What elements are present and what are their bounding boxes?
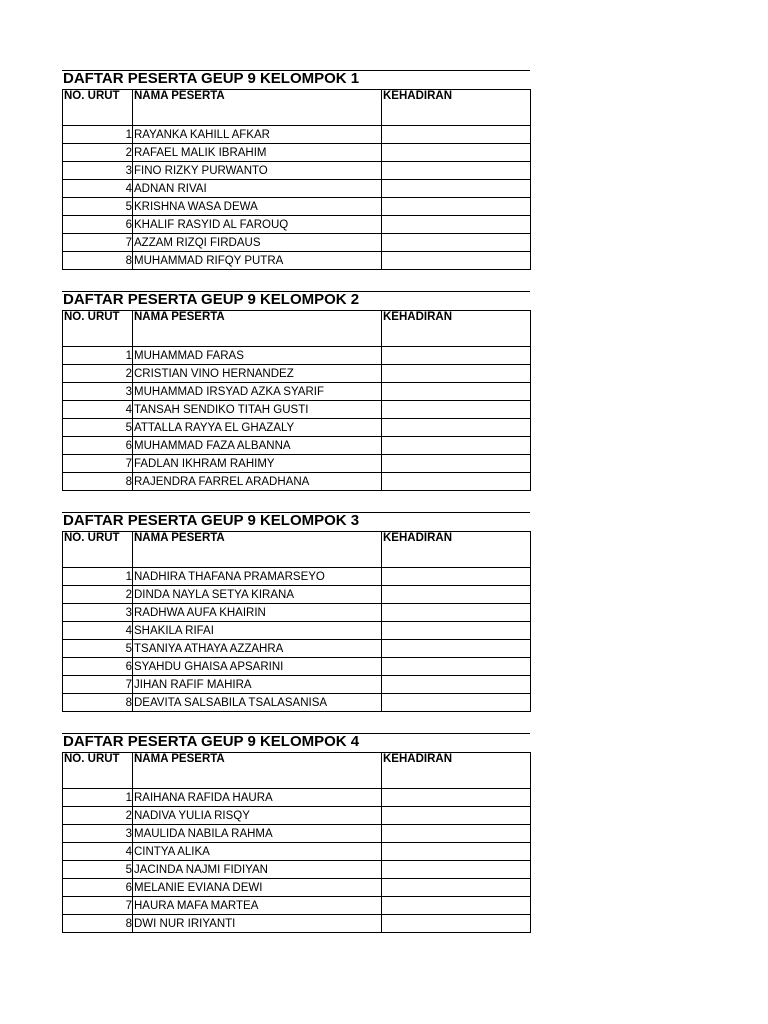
cell-name: RAYANKA KAHILL AFKAR [133, 126, 382, 144]
cell-name: MUHAMMAD RIFQY PUTRA [133, 252, 382, 270]
cell-name: MELANIE EVIANA DEWI [133, 879, 382, 897]
cell-attendance [382, 455, 531, 473]
cell-no: 7 [63, 676, 133, 694]
cell-attendance [382, 234, 531, 252]
header-name: NAMA PESERTA [133, 753, 382, 789]
table-row [63, 162, 531, 180]
cell-attendance [382, 401, 531, 419]
group-section-1 [62, 70, 530, 270]
cell-name: KHALIF RASYID AL FAROUQ [133, 216, 382, 234]
cell-no: 1 [63, 789, 133, 807]
cell-attendance [382, 915, 531, 933]
cell-no: 6 [63, 216, 133, 234]
table-row [63, 879, 531, 897]
cell-no: 2 [63, 586, 133, 604]
cell-name: MUHAMMAD FAZA ALBANNA [133, 437, 382, 455]
table-row [63, 401, 531, 419]
table-row [63, 897, 531, 915]
cell-attendance [382, 126, 531, 144]
cell-attendance [382, 144, 531, 162]
header-no: NO. URUT [63, 753, 133, 789]
header-no: NO. URUT [63, 311, 133, 347]
cell-no: 6 [63, 879, 133, 897]
cell-name: AZZAM RIZQI FIRDAUS [133, 234, 382, 252]
header-name: NAMA PESERTA [133, 532, 382, 568]
table-row [63, 843, 531, 861]
cell-name: SYAHDU GHAISA APSARINI [133, 658, 382, 676]
header-row [63, 90, 531, 126]
cell-name: RADHWA AUFA KHAIRIN [133, 604, 382, 622]
cell-no: 4 [63, 180, 133, 198]
table-row [63, 861, 531, 879]
cell-attendance [382, 879, 531, 897]
cell-name: NADIVA YULIA RISQY [133, 807, 382, 825]
cell-no: 3 [63, 383, 133, 401]
cell-attendance [382, 604, 531, 622]
cell-name: TSANIYA ATHAYA AZZAHRA [133, 640, 382, 658]
cell-no: 7 [63, 455, 133, 473]
cell-attendance [382, 347, 531, 365]
header-row [63, 311, 531, 347]
cell-no: 1 [63, 347, 133, 365]
cell-name: MUHAMMAD FARAS [133, 347, 382, 365]
header-no: NO. URUT [63, 90, 133, 126]
cell-attendance [382, 825, 531, 843]
cell-attendance [382, 419, 531, 437]
group-title: DAFTAR PESERTA GEUP 9 KELOMPOK 3 [62, 512, 530, 531]
cell-attendance [382, 383, 531, 401]
cell-name: RAJENDRA FARREL ARADHANA [133, 473, 382, 491]
cell-attendance [382, 162, 531, 180]
table-row [63, 640, 531, 658]
cell-no: 8 [63, 473, 133, 491]
table-row [63, 789, 531, 807]
table-row [63, 180, 531, 198]
cell-name: RAFAEL MALIK IBRAHIM [133, 144, 382, 162]
cell-attendance [382, 586, 531, 604]
header-attendance: KEHADIRAN [382, 311, 531, 347]
table-row [63, 365, 531, 383]
header-name: NAMA PESERTA [133, 311, 382, 347]
cell-name: HAURA MAFA MARTEA [133, 897, 382, 915]
table-row [63, 473, 531, 491]
cell-no: 5 [63, 640, 133, 658]
table-row [63, 455, 531, 473]
roster-table [62, 89, 531, 270]
cell-attendance [382, 807, 531, 825]
cell-no: 3 [63, 825, 133, 843]
group-title: DAFTAR PESERTA GEUP 9 KELOMPOK 4 [62, 733, 530, 752]
cell-no: 5 [63, 198, 133, 216]
table-row [63, 658, 531, 676]
cell-no: 1 [63, 568, 133, 586]
header-row [63, 532, 531, 568]
table-row [63, 586, 531, 604]
cell-name: DWI NUR IRIYANTI [133, 915, 382, 933]
cell-no: 3 [63, 162, 133, 180]
roster-table [62, 752, 531, 933]
cell-name: TANSAH SENDIKO TITAH GUSTI [133, 401, 382, 419]
cell-attendance [382, 694, 531, 712]
table-row [63, 216, 531, 234]
header-attendance: KEHADIRAN [382, 532, 531, 568]
cell-name: RAIHANA RAFIDA HAURA [133, 789, 382, 807]
table-row [63, 198, 531, 216]
cell-name: ADNAN RIVAI [133, 180, 382, 198]
cell-attendance [382, 180, 531, 198]
cell-no: 3 [63, 604, 133, 622]
table-row [63, 144, 531, 162]
table-row [63, 825, 531, 843]
cell-attendance [382, 843, 531, 861]
cell-attendance [382, 897, 531, 915]
header-attendance: KEHADIRAN [382, 90, 531, 126]
table-row [63, 915, 531, 933]
cell-attendance [382, 861, 531, 879]
group-title: DAFTAR PESERTA GEUP 9 KELOMPOK 1 [62, 70, 530, 89]
table-row [63, 676, 531, 694]
cell-attendance [382, 216, 531, 234]
cell-name: NADHIRA THAFANA PRAMARSEYO [133, 568, 382, 586]
table-row [63, 234, 531, 252]
cell-attendance [382, 437, 531, 455]
table-row [63, 604, 531, 622]
cell-attendance [382, 568, 531, 586]
cell-no: 2 [63, 365, 133, 383]
cell-name: KRISHNA WASA DEWA [133, 198, 382, 216]
cell-attendance [382, 640, 531, 658]
cell-name: CRISTIAN VINO HERNANDEZ [133, 365, 382, 383]
table-row [63, 347, 531, 365]
group-title: DAFTAR PESERTA GEUP 9 KELOMPOK 2 [62, 291, 530, 310]
table-row [63, 419, 531, 437]
group-section-2 [62, 291, 530, 491]
cell-name: DINDA NAYLA SETYA KIRANA [133, 586, 382, 604]
header-row [63, 753, 531, 789]
cell-no: 6 [63, 658, 133, 676]
cell-no: 4 [63, 622, 133, 640]
group-section-4 [62, 733, 530, 933]
table-row [63, 622, 531, 640]
cell-name: ATTALLA RAYYA EL GHAZALY [133, 419, 382, 437]
cell-name: FINO RIZKY PURWANTO [133, 162, 382, 180]
table-row [63, 694, 531, 712]
cell-no: 5 [63, 861, 133, 879]
group-section-3 [62, 512, 530, 712]
cell-no: 2 [63, 144, 133, 162]
cell-attendance [382, 198, 531, 216]
cell-name: DEAVITA SALSABILA TSALASANISA [133, 694, 382, 712]
header-attendance: KEHADIRAN [382, 753, 531, 789]
cell-no: 4 [63, 401, 133, 419]
cell-no: 8 [63, 694, 133, 712]
cell-no: 6 [63, 437, 133, 455]
table-row [63, 568, 531, 586]
table-row [63, 437, 531, 455]
cell-name: FADLAN IKHRAM RAHIMY [133, 455, 382, 473]
cell-attendance [382, 473, 531, 491]
cell-name: MAULIDA NABILA RAHMA [133, 825, 382, 843]
cell-name: JACINDA NAJMI FIDIYAN [133, 861, 382, 879]
cell-no: 7 [63, 234, 133, 252]
cell-no: 2 [63, 807, 133, 825]
cell-no: 1 [63, 126, 133, 144]
cell-attendance [382, 789, 531, 807]
table-row [63, 252, 531, 270]
table-row [63, 383, 531, 401]
cell-name: SHAKILA RIFAI [133, 622, 382, 640]
cell-no: 4 [63, 843, 133, 861]
cell-attendance [382, 252, 531, 270]
cell-no: 8 [63, 915, 133, 933]
cell-no: 8 [63, 252, 133, 270]
roster-table [62, 310, 531, 491]
table-row [63, 126, 531, 144]
cell-attendance [382, 365, 531, 383]
cell-attendance [382, 622, 531, 640]
cell-no: 7 [63, 897, 133, 915]
cell-name: JIHAN RAFIF MAHIRA [133, 676, 382, 694]
cell-attendance [382, 676, 531, 694]
roster-table [62, 531, 531, 712]
table-row [63, 807, 531, 825]
cell-attendance [382, 658, 531, 676]
cell-name: MUHAMMAD IRSYAD AZKA SYARIF [133, 383, 382, 401]
header-no: NO. URUT [63, 532, 133, 568]
cell-no: 5 [63, 419, 133, 437]
cell-name: CINTYA ALIKA [133, 843, 382, 861]
header-name: NAMA PESERTA [133, 90, 382, 126]
